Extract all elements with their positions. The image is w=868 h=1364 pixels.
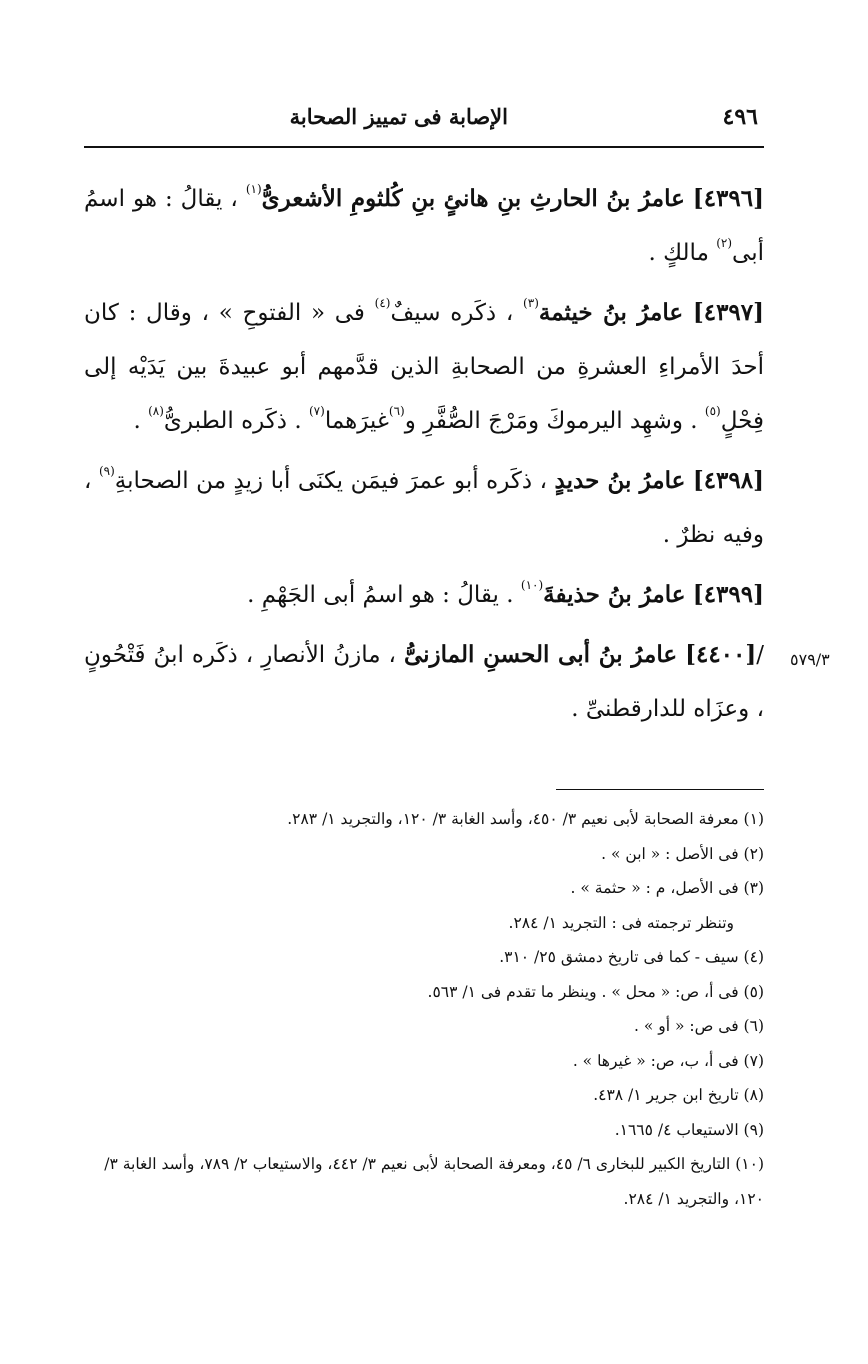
entry-name: عامرُ بنُ أبى الحسنِ المازنىُّ [403, 641, 678, 668]
entry-text: . [133, 408, 141, 434]
footnote-marker: (٩) [98, 464, 115, 478]
footnote: (٧) فى أ، ب، ص: « غيرها » . [572, 1051, 764, 1070]
footnote-marker: (١) [245, 182, 262, 196]
entry-text: . يقالُ : هو اسمُ أبى الجَهْمِ . [247, 582, 514, 608]
entry-text: ، ذكَره سيفٌ [390, 300, 514, 326]
margin-reference: ٥٧٩/٣ [790, 650, 830, 669]
entry-text: غيرَهما [324, 408, 389, 434]
entry-text: ، ذكَره أبو عمرَ فيمَن يكنَى أبا زيدٍ من الصحابةِ [114, 468, 548, 494]
entry-text: ، وفيه نظرٌ . [84, 468, 764, 548]
entry-text: . ذكَره الطبرىُّ [163, 408, 302, 434]
footnote-marker: (٦) [388, 404, 405, 418]
running-title: الإصابة فى تمييز الصحابة [289, 104, 508, 129]
entry-text: مالكٍ . [648, 240, 709, 266]
entry-name: عامرُ بنُ خيثمة [538, 299, 684, 326]
entry-number: [٤٣٩٧] [692, 299, 765, 326]
entry-4400 [84, 628, 764, 736]
footnotes [78, 802, 764, 1216]
entry-name: عامرُ بنُ حديدٍ [554, 467, 686, 494]
footnote: (٣) فى الأصل، م : « حثمة » . [570, 879, 764, 897]
footnote: (٨) تاريخ ابن جرير ١/ ٤٣٨. [593, 1086, 764, 1104]
entry-text: ، يقالُ : هو اسمُ أبى [84, 186, 764, 266]
footnote: (٩) الاستيعاب ٤/ ١٦٦٥. [614, 1120, 764, 1139]
entry-number: [٤٣٩٦] [692, 185, 764, 212]
entry-number: [٤٤٠٠] [685, 641, 757, 668]
footnote: (١٠) التاريخ الكبير للبخارى ٦/ ٤٥، ومعرفة الصحابة لأبى نعيم ٣/ ٤٤٢، والاستيعاب ٢/ ٧٨٩، وأسد الغابة ٣/ ١٢٠، والتجريد ١/ ٢٨٤. [104, 1155, 764, 1208]
footnote-marker: (٤) [374, 296, 391, 310]
footnote-marker: (٥) [704, 404, 721, 418]
entry-4396 [84, 172, 764, 280]
header-rule [84, 146, 764, 148]
entry-text: . وشهِد اليرموكَ ومَرْجَ الصُّفَّرِ و [404, 408, 698, 434]
footnote: (٦) فى ص: « أو » . [634, 1017, 764, 1035]
footnote: (٤) سيف - كما فى تاريخ دمشق ٢٥/ ٣١٠. [499, 948, 764, 966]
entry-number: [٤٣٩٩] [692, 581, 764, 608]
page-number: ٤٩٦ [722, 104, 758, 130]
footnote: وتنظر ترجمته فى : التجريد ١/ ٢٨٤. [508, 913, 734, 932]
footnote-marker: (٢) [716, 236, 733, 250]
footnote: (١) معرفة الصحابة لأبى نعيم ٣/ ٤٥٠، وأسد الغابة ٣/ ١٢٠، والتجريد ١/ ٢٨٣. [287, 810, 764, 828]
entry-prefix: / [756, 642, 765, 668]
footnote-marker: (١٠) [520, 578, 544, 592]
entry-4399 [84, 568, 764, 622]
entry-number: [٤٣٩٨] [692, 467, 765, 494]
entry-4397 [84, 286, 764, 448]
entry-text: فى « الفتوحِ » ، وقال : كان أحدَ الأمراءِ العشرةِ من الصحابةِ الذين قدَّمهم أبو عبيدةَ بين يَدَيْه إلى فِحْلٍ [84, 300, 764, 434]
page-header [84, 98, 764, 138]
footnote: (٢) فى الأصل : « ابن » . [601, 844, 764, 863]
footnote: (٥) فى أ، ص: « محل » . وينظر ما تقدم فى ١/ ٥٦٣. [427, 982, 764, 1001]
footnote-marker: (٧) [308, 404, 325, 418]
entries [84, 172, 764, 742]
footnote-marker: (٨) [148, 404, 164, 418]
footnote-marker: (٣) [523, 296, 539, 310]
entry-name: عامرُ بنُ حذيفةَ [543, 581, 686, 608]
entry-name: عامرُ بنُ الحارثِ بنِ هانئٍ بنِ كُلثومِ الأشعرىُّ [261, 185, 685, 212]
entry-4398 [84, 454, 764, 562]
footnote-rule [556, 789, 764, 790]
entry-text: ، مازنُ الأنصارِ ، ذكَره ابنُ فَتْحُونٍ ، وعزَاه للدارقطنىِّ . [84, 642, 764, 722]
